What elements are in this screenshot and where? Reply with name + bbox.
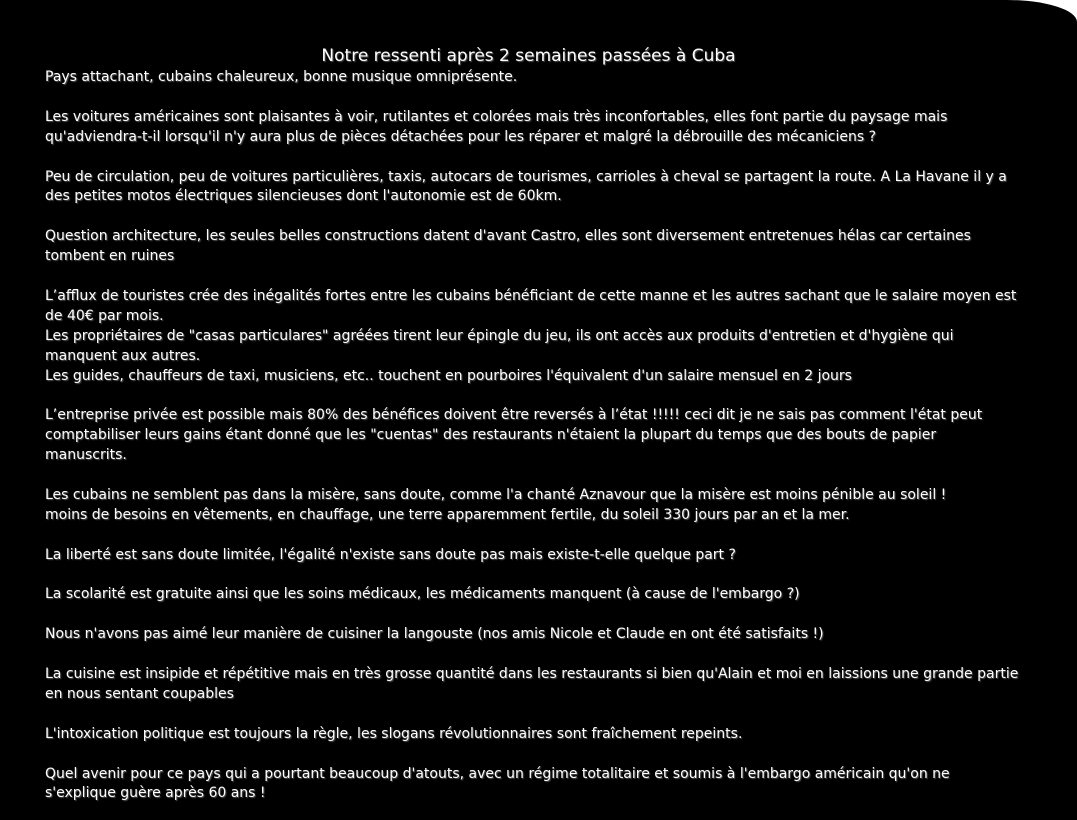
document-body [45,68,1020,820]
text-line: Question architecture, les seules belles constructions datent d'avant Castro, elles sont diversement entretenues hélas car certaines tombent en ruines [45,228,971,265]
paragraph [45,665,1020,705]
text-line: Les voitures américaines sont plaisantes à voir, rutilantes et colorées mais très inconfortables, elles font partie du paysage mais qu'adviendra-t-il lorsqu'il n'y aura plus de pièces détachées pour les réparer et malgré la débrouille des mécaniciens ? [45,108,948,145]
text-line: Nous n'avons pas aimé leur manière de cuisiner la langouste (nos amis Nicole et Claude en ont été satisfaits !) [45,626,824,643]
paragraph [45,287,1020,387]
text-line: Les propriétaires de "casas particulares" agréées tirent leur épingle du jeu, ils ont accès aux produits d'entretien et d'hygiène qui manquent aux autres. [45,327,954,364]
paragraph [45,585,1020,605]
text-line: L’afflux de touristes crée des inégalités fortes entre les cubains bénéficiant de cette manne et les autres sachant que le salaire moyen est de 40€ par mois. [45,287,1017,324]
text-line: Peu de circulation, peu de voitures particulières, taxis, autocars de tourismes, carrioles à cheval se partagent la route. A La Havane il y a des petites motos électriques silencieuses dont l'autonomie est de 60km. [45,168,1007,205]
text-line: L'intoxication politique est toujours la règle, les slogans révolutionnaires sont fraîchement repeints. [45,725,743,742]
text-line: L’entreprise privée est possible mais 80% des bénéfices doivent être reversés à l’état !!!!! ceci dit je ne sais pas comment l'état peut comptabiliser leurs gains étant donné que les "cuentas" des restaurants n'étaient la plupart du temps que des bouts de papier manuscrits. [45,407,983,464]
paragraph [45,168,1020,208]
paragraph [45,108,1020,148]
paragraph [45,625,1020,645]
text-line: moins de besoins en vêtements, en chauffage, une terre apparemment fertile, du soleil 330 jours par an et la mer. [45,506,850,523]
text-line: La scolarité est gratuite ainsi que les soins médicaux, les médicaments manquent (à cause de l'embargo ?) [45,586,800,603]
text-line: La cuisine est insipide et répétitive mais en très grosse quantité dans les restaurants si bien qu'Alain et moi en laissions une grande partie en nous sentant coupables [45,666,1019,702]
paragraph [45,546,1020,566]
text-line: Les cubains ne semblent pas dans la misère, sans doute, comme l'a chanté Aznavour que la misère est moins pénible au soleil ! [45,486,947,503]
text-line: Pays attachant, cubains chaleureux, bonne musique omniprésente. [45,69,518,85]
paragraph [45,227,1020,267]
page-title: Notre ressenti après 2 semaines passées à Cuba [321,46,736,66]
paragraph [45,725,1020,745]
paragraph [45,486,1020,526]
paragraph [45,406,1020,466]
text-line: La liberté est sans doute limitée, l'égalité n'existe sans doute pas mais existe-t-elle quelque part ? [45,546,736,563]
text-line: Les guides, chauffeurs de taxi, musiciens, etc.. touchent en pourboires l'équivalent d'un salaire mensuel en 2 jours [45,367,852,384]
paragraph [45,765,1020,805]
text-line: Quel avenir pour ce pays qui a pourtant beaucoup d'atouts, avec un régime totalitaire et soumis à l'embargo américain qu'on ne s'explique guère après 60 ans ! [45,765,950,802]
paragraph [45,68,1020,88]
